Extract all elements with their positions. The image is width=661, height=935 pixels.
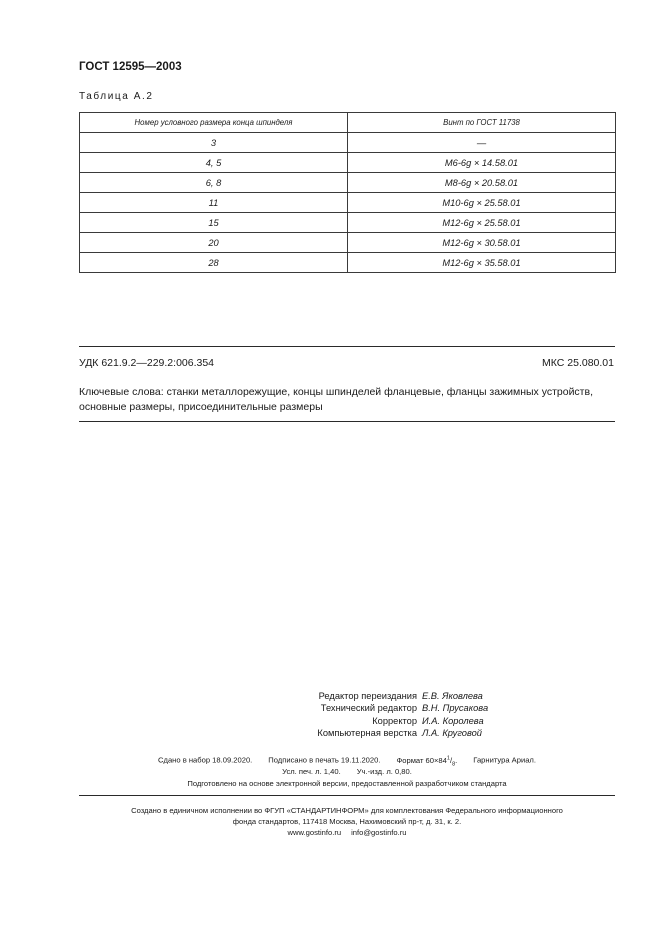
cell-spindle-size: 11 [80, 193, 348, 213]
cell-screw: M8-6g × 20.58.01 [348, 173, 616, 193]
cell-screw: M6-6g × 14.58.01 [348, 153, 616, 173]
udk-code: УДК 621.9.2—229.2:006.354 [79, 357, 215, 369]
publication-sheets-line [79, 767, 615, 776]
table-row [80, 233, 616, 253]
table-row [80, 193, 616, 213]
sent-to-typesetting: Сдано в набор 18.09.2020. [158, 755, 253, 765]
spindle-screw-table [79, 112, 616, 273]
cell-screw: M12-6g × 30.58.01 [348, 233, 616, 253]
keywords-label: Ключевые слова: [79, 386, 164, 398]
credit-role: Компьютерная верстка [317, 727, 417, 738]
paper-format: Формат $60\times 84^1/_8$. [396, 755, 458, 768]
print-sheets: Усл. печ. л. 1,40. [282, 767, 341, 776]
website-link[interactable]: www.gostinfo.ru [287, 828, 342, 837]
signed-for-print: Подписано в печать 19.11.2020. [268, 755, 381, 765]
table-header-row [80, 113, 616, 133]
credit-line [200, 715, 500, 727]
cell-screw: — [348, 133, 616, 153]
cell-screw: M10-6g × 25.58.01 [348, 193, 616, 213]
divider-footer [79, 795, 615, 796]
table-row [80, 153, 616, 173]
table-row [80, 173, 616, 193]
keywords-block [79, 385, 619, 414]
credit-name: Л.А. Круговой [422, 727, 482, 738]
column-header-screw: Винт по ГОСТ 11738 [348, 113, 616, 133]
publication-dates-line [79, 755, 615, 767]
footer-line-2: фонда стандартов, 117418 Москва, Нахимовский пр-т, д. 31, к. 2. [232, 817, 462, 826]
credit-role: Редактор переиздания [318, 691, 417, 701]
credit-line [200, 727, 500, 739]
table-row [80, 133, 616, 153]
cell-screw: M12-6g × 25.58.01 [348, 213, 616, 233]
cell-screw: M12-6g × 35.58.01 [348, 253, 616, 273]
divider-top [79, 346, 615, 347]
credit-role: Корректор [372, 715, 417, 726]
cell-spindle-size: 28 [80, 253, 348, 273]
cell-spindle-size: 3 [80, 133, 348, 153]
credit-line [200, 702, 500, 714]
credit-name: И.А. Королева [422, 715, 484, 726]
cell-spindle-size: 20 [80, 233, 348, 253]
cell-spindle-size: 15 [80, 213, 348, 233]
credit-name: В.Н. Прусакова [422, 703, 489, 714]
credits-block [200, 690, 500, 739]
keywords-text: станки металлорежущие, концы шпинделей фланцевые, фланцы зажимных устройств, основные размеры, присоединительные размеры [79, 386, 593, 413]
divider-keywords [79, 421, 615, 422]
cell-spindle-size: 4, 5 [80, 153, 348, 173]
table-row [80, 253, 616, 273]
cell-spindle-size: 6, 8 [80, 173, 348, 193]
credit-line [200, 690, 500, 702]
email-link[interactable]: info@gostinfo.ru [351, 828, 407, 837]
column-header-spindle-size: Номер условного размера конца шпинделя [80, 113, 348, 133]
publishing-sheets: Уч.-изд. л. 0,80. [356, 767, 412, 776]
credit-name: Е.В. Яковлева [422, 691, 483, 701]
typeface: Гарнитура Ариал. [473, 755, 536, 765]
credit-role: Технический редактор [320, 703, 417, 714]
footer-line-1: Создано в единичном исполнении во ФГУП «СТАНДАРТИНФОРМ» для комплектования Федерального информационного [131, 806, 563, 815]
table-row [80, 213, 616, 233]
prepared-note: Подготовлено на основе электронной версии, предоставленной разработчиком стандарта [187, 779, 507, 788]
mks-code: МКС 25.080.01 [542, 357, 614, 369]
table-caption: Таблица А.2 [79, 91, 154, 102]
document-code: ГОСТ 12595—2003 [79, 61, 182, 73]
footer-contacts [79, 828, 615, 837]
